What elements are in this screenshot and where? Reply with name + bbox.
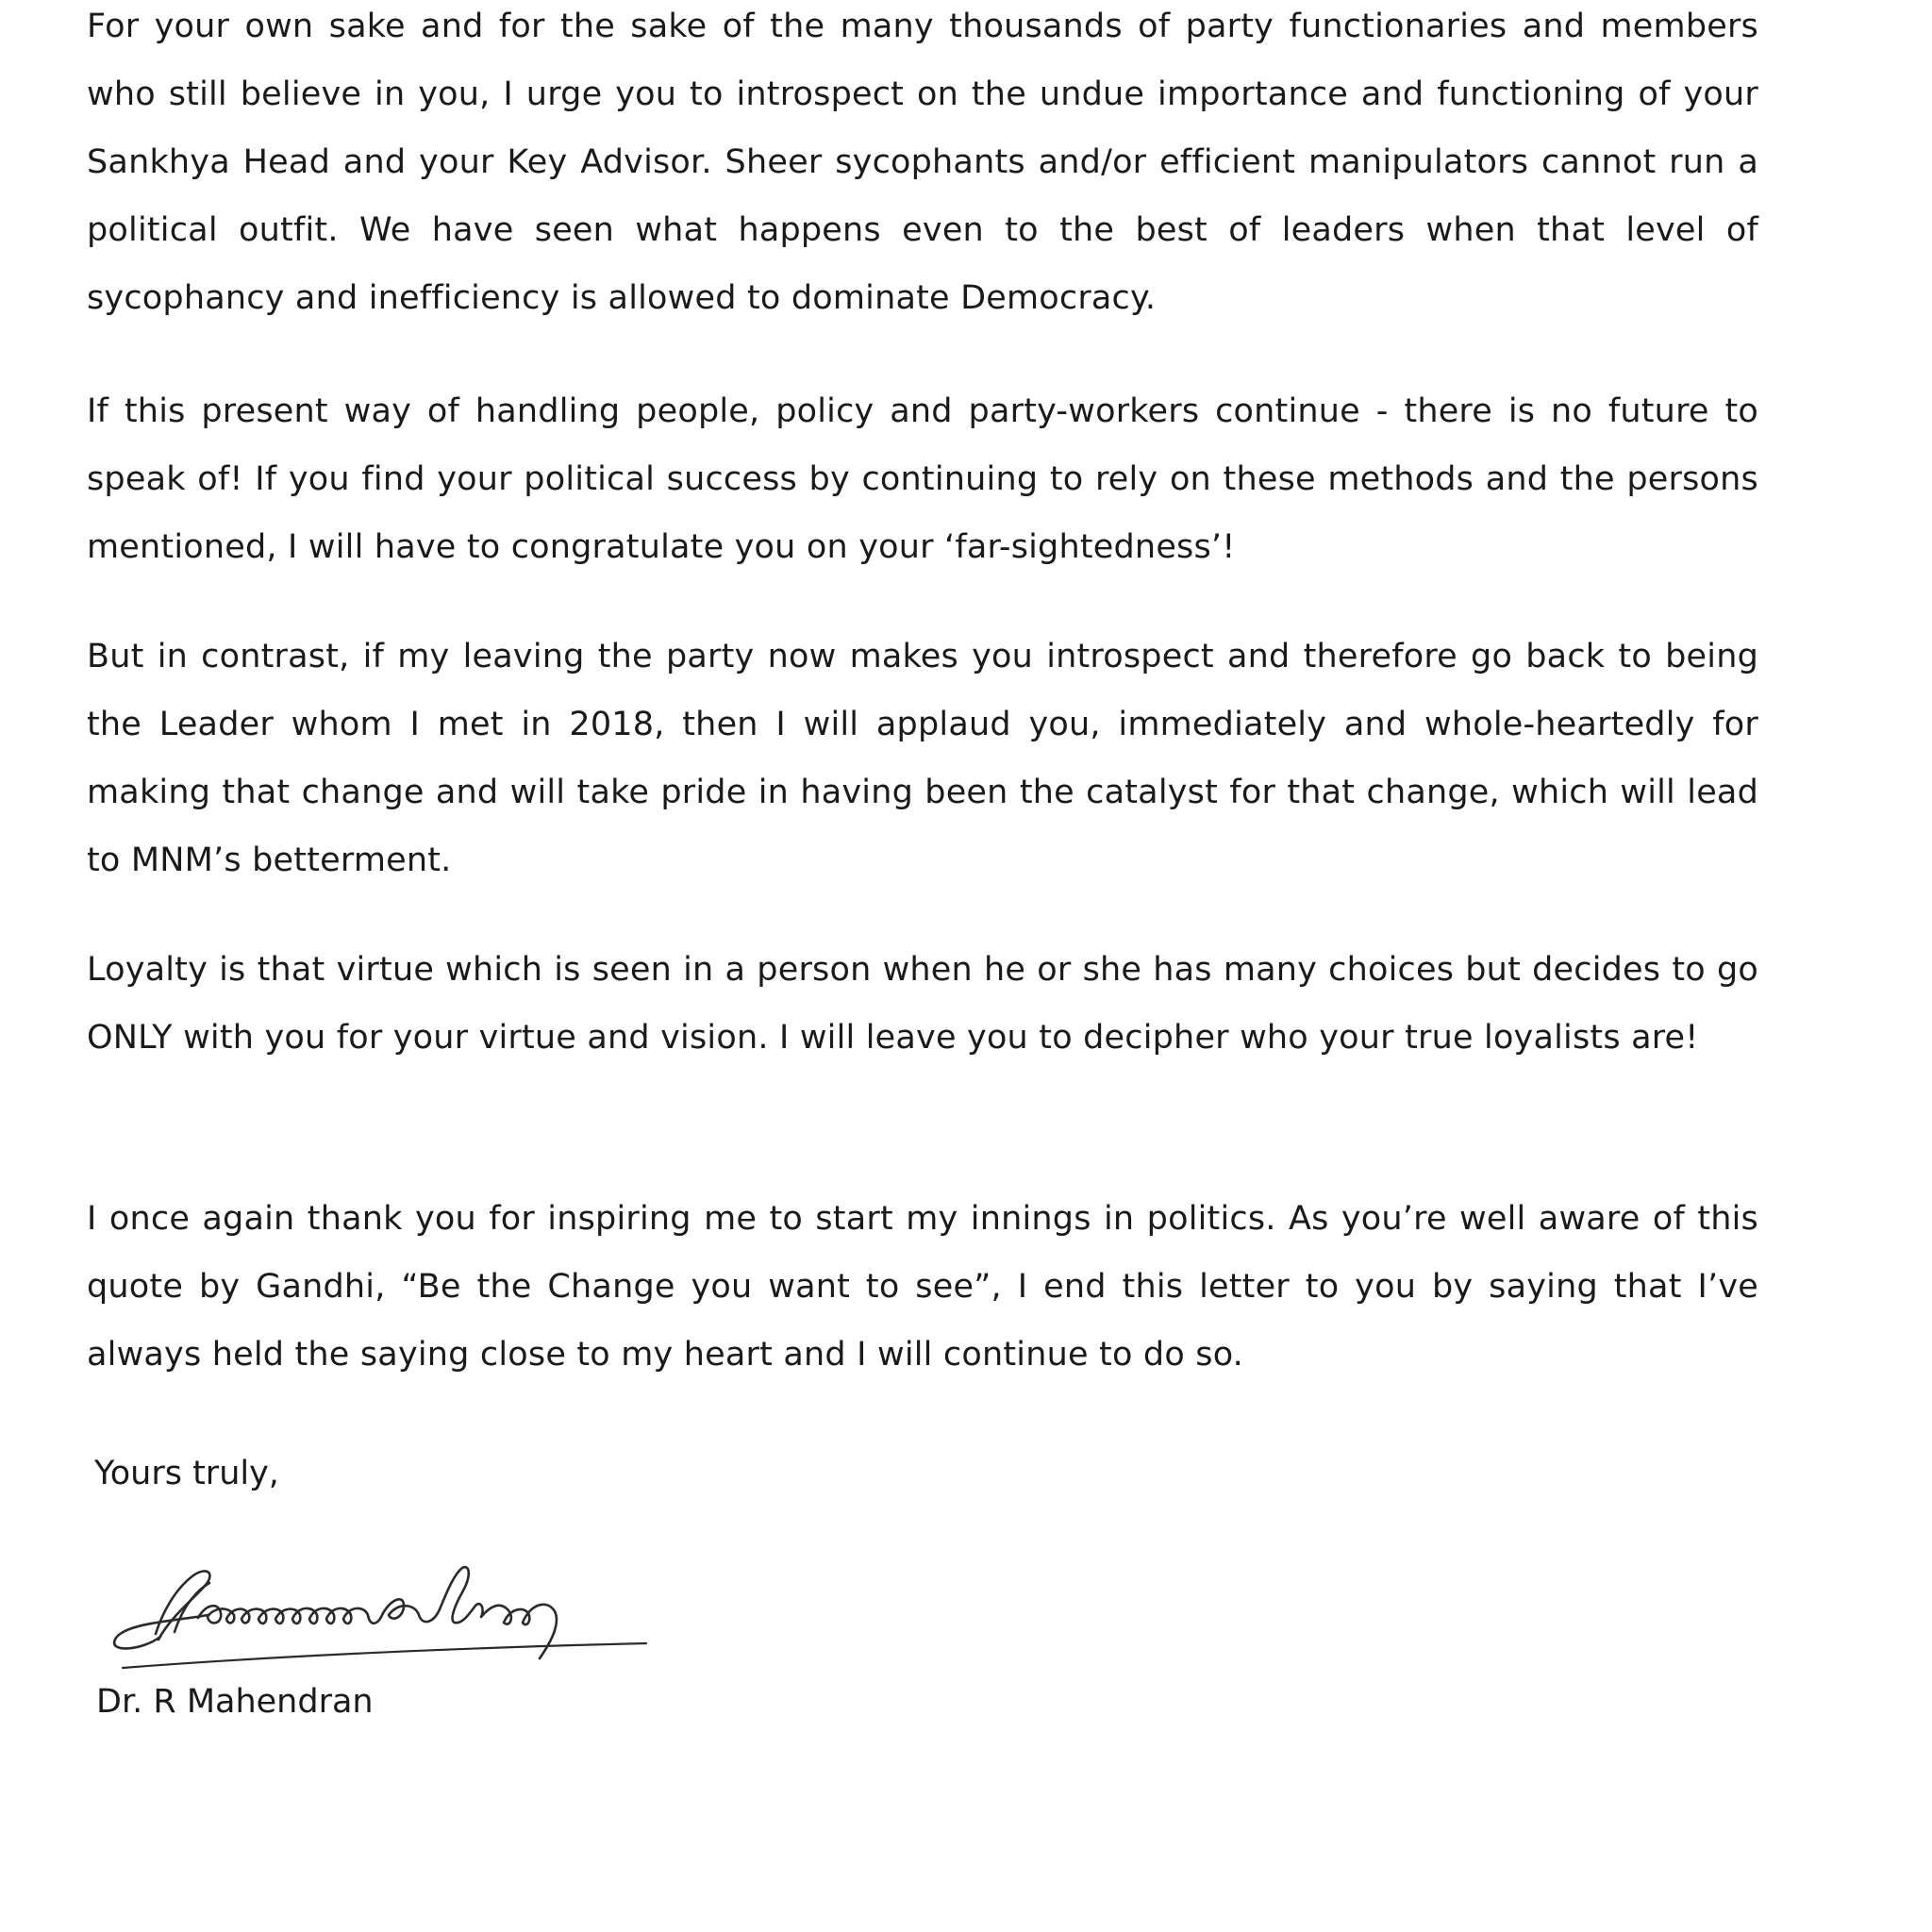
handwritten-signature: [104, 1547, 651, 1670]
letter-paragraph-4: Loyalty is that virtue which is seen in a person when he or she has many choices but decides to go ONLY with you for your virtue and vision. I will leave you to decipher who your true loyalists are!: [87, 951, 1758, 1057]
letter-paragraph-5: I once again thank you for inspiring me to start my innings in politics. As you’re well aware of this quote by Gandhi, “Be the Change you want to see”, I end this letter to you by saying that I’ve always held the saying close to my heart and I will continue to do so.: [87, 1200, 1758, 1374]
letter-closing: Yours truly,: [94, 1455, 279, 1492]
letter-paragraph-2: If this present way of handling people, policy and party-workers continue - there is no future to speak of! If you find your political success by continuing to rely on these methods and the persons mentioned, I will have to congratulate you on your ‘far-sightedness’!: [87, 392, 1758, 566]
letter-paragraph-1: For your own sake and for the sake of the many thousands of party functionaries and members who still believe in you, I urge you to introspect on the undue importance and functioning of your Sankhya Head and your Key Advisor. Sheer sycophants and/or efficient manipulators cannot run a political outfit. We have seen what happens even to the best of leaders when that level of sycophancy and inefficiency is allowed to dominate Democracy.: [87, 8, 1758, 317]
signer-name: Dr. R Mahendran: [96, 1683, 374, 1721]
letter-paragraph-3: But in contrast, if my leaving the party now makes you introspect and therefore go back to being the Leader whom I met in 2018, then I will applaud you, immediately and whole-heartedly for making that change and will take pride in having been the catalyst for that change, which will lead to MNM’s betterment.: [87, 638, 1758, 879]
